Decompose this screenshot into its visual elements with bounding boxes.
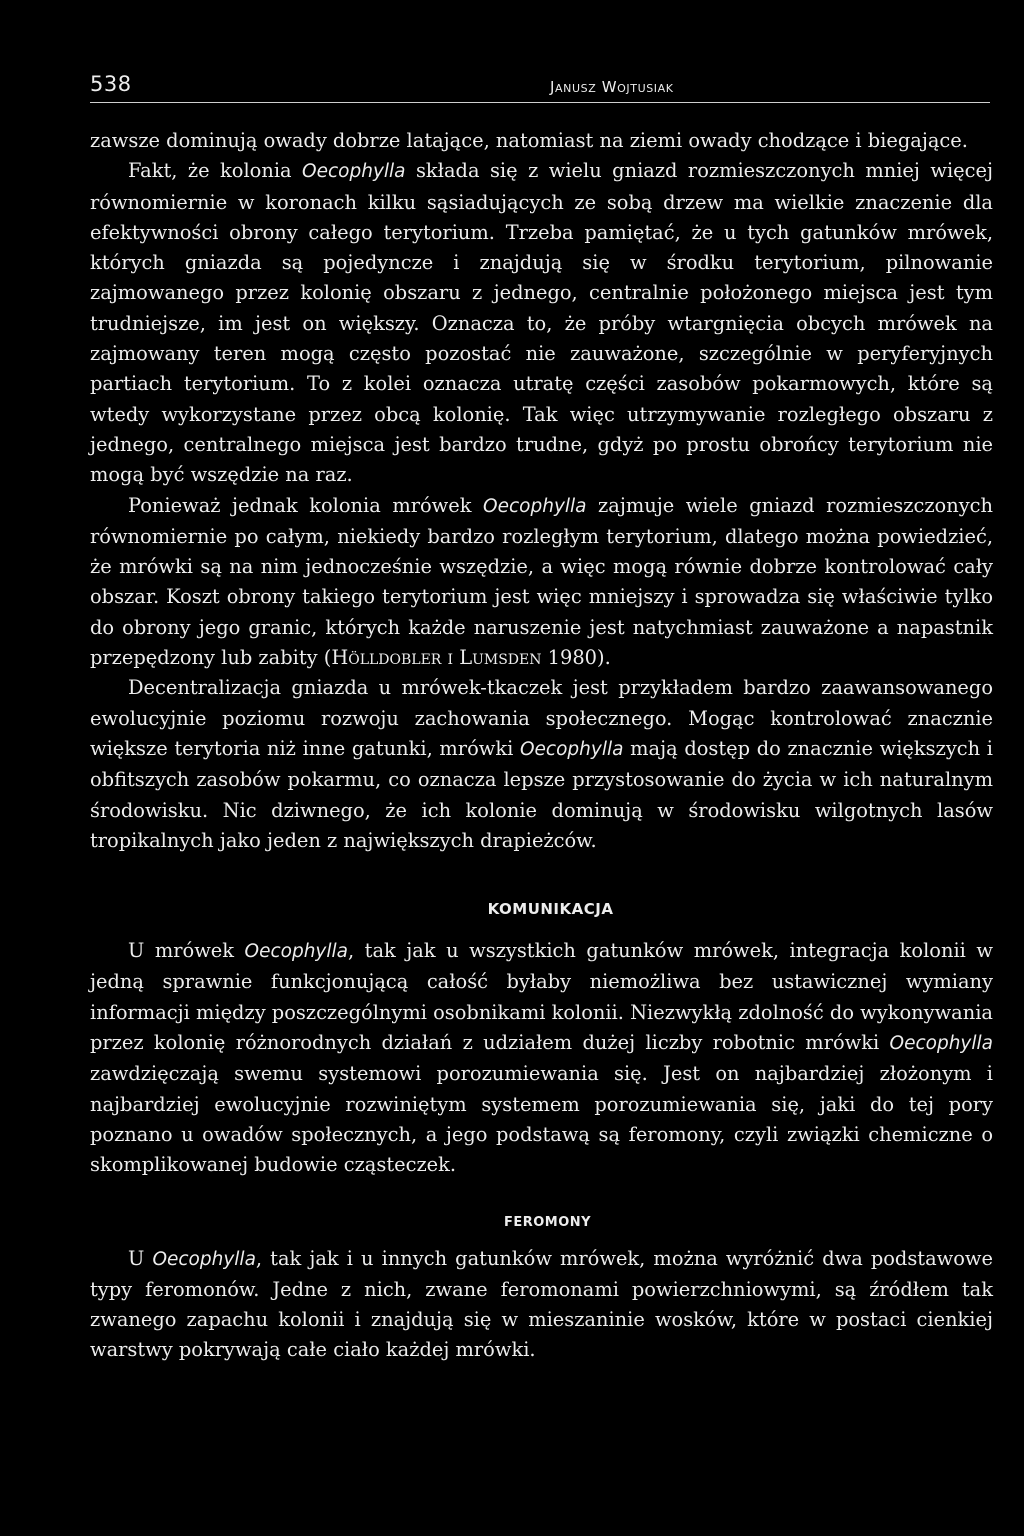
text-run: zawdzięczają swemu systemowi porozumiewania się. Jest on najbardziej złożonym i najbardziej ewolucyjnie rozwiniętym systemem porozumiewania się, jaki do tej pory poznano u owadów społecznych, a jego podstawą są feromony, czyli związki chemiczne o skomplikowanej budowie cząsteczek.	[90, 1062, 993, 1177]
text-run: Ponieważ jednak kolonia mrówek	[128, 493, 484, 517]
text-run: mają dostęp do znacznie większych i obfitszych zasobów pokarmu, co oznacza lepsze przystosowanie do życia w ich naturalnym środowisku. Nic dziwnego, że ich kolonie dominują w środowisku wilgotnych lasów tropikalnych jako jeden z największych drapieżców.	[90, 736, 994, 852]
paragraph-nest-distribution	[90, 156, 993, 490]
running-head-author: Janusz Wojtusiak	[550, 78, 674, 96]
page-body	[90, 126, 993, 1366]
text-run: Decentralizacja gniazda u mrówek-tkaczek jest przykładem bardzo zaawansowanego ewolucyjnie poziomu rozwoju zachowania społecznego. Mogąc kontrolować znacznie większe terytoria niż inne gatunki, mrówki	[90, 676, 993, 760]
text-run: U	[128, 1246, 153, 1270]
citation-authors: Hölldobler i Lumsden	[331, 646, 542, 670]
text-run: , tak jak u wszystkich gatunków mrówek, integracja kolonii w jedną sprawnie funkcjonującą całość byłaby niemożliwa bez ustawicznej wymiany informacji między poszczególnymi osobnikami kolonii. Niezwykłą zdolność do wykonywania przez kolonię różnorodnych działań z udziałem dużej liczby robotnic mrówki	[90, 939, 993, 1055]
paragraph-communication	[90, 936, 993, 1180]
text-run: U mrówek	[128, 939, 245, 963]
page-header	[90, 70, 990, 103]
genus-name: Oecophylla	[519, 738, 624, 760]
genus-name: Oecophylla	[483, 495, 587, 517]
paragraph-pheromones	[90, 1244, 993, 1366]
citation-year: 1980).	[541, 646, 611, 670]
text-run: składa się z wielu gniazd rozmieszczonych mniej więcej równomiernie w koronach kilku sąsiadujących ze sobą drzew ma wielkie znaczenie dla efektywności obrony całego terytorium. Trzeba pamiętać, że u tych gatunków mrówek, których gniazda są pojedyncze i znajdują się w środku terytorium, pilnowanie zajmowanego przez kolonię obszaru z jednego, centralnie położonego miejsca jest tym trudniejsze, im jest on większy. Oznacza to, że próby wtargnięcia obcych mrówek na zajmowany teren mogą często pozostać nie zauważone, szczególnie w peryferyjnych partiach terytorium. To z kolei oznacza utratę części zasobów pokarmowych, które są wtedy wykorzystane przez obcą kolonię. Tak więc utrzymywanie rozległego obszaru z jednego, centralnego miejsca jest bardzo trudne, gdyż po prostu obrońcy terytorium nie mogą być wszędzie na raz.	[90, 159, 993, 487]
text-run: , tak jak i u innych gatunków mrówek, można wyróżnić dwa podstawowe typy feromonów. Jedne z nich, zwane feromonami powierzchniowymi, są źródłem tak zwanego zapachu kolonii i znajdują się w mieszaninie wosków, które w postaci cienkiej warstwy pokrywają całe ciało każdej mrówki.	[90, 1246, 993, 1362]
genus-name: Oecophylla	[889, 1033, 993, 1055]
genus-name: Oecophylla	[152, 1248, 256, 1270]
text-run: zajmuje wiele gniazd rozmieszczonych równomiernie po całym, niekiedy bardzo rozległym terytorium, dlatego można powiedzieć, że mrówki są na nim jednocześnie wszędzie, a więc mogą równie dobrze kontrolować cały obszar. Koszt obrony takiego terytorium jest więc mniejszy i sprowadza się właściwie tylko do obrony jego granic, których każde naruszenie jest natychmiast zauważone a napastnik przepędzony lub zabity (	[90, 493, 993, 670]
text-run: Fakt, że kolonia	[128, 159, 303, 183]
section-heading-feromony: FEROMONY	[503, 1214, 592, 1230]
paragraph-decentralization	[90, 673, 993, 856]
paragraph-multiple-nests	[90, 491, 993, 674]
page-number: 538	[90, 72, 132, 96]
genus-name: Oecophylla	[244, 941, 348, 963]
paragraph-continuation: zawsze dominują owady dobrze latające, natomiast na ziemi owady chodzące i biegające.	[90, 129, 968, 152]
genus-name: Oecophylla	[302, 161, 406, 183]
section-heading-komunikacja: KOMUNIKACJA	[487, 900, 614, 919]
